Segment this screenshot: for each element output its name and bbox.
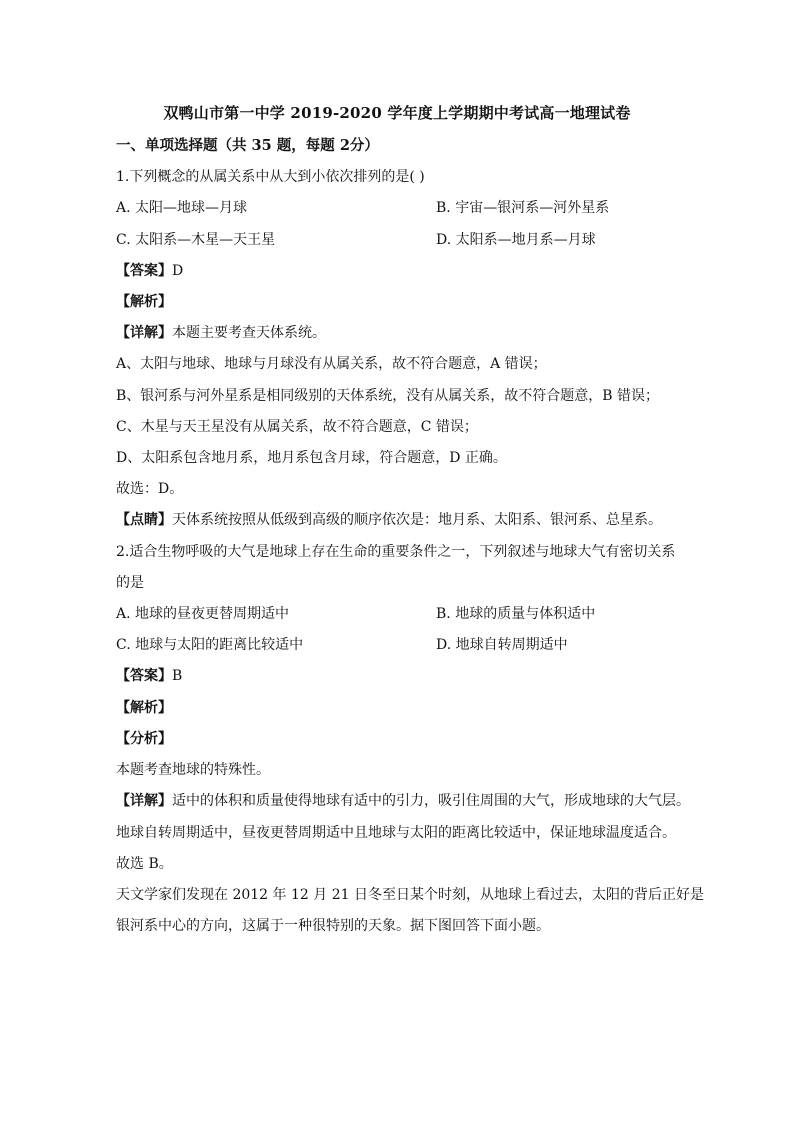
- q2-option-a: A. 地球的昼夜更替周期适中: [116, 606, 290, 622]
- answer-value: D: [172, 263, 184, 279]
- answer-tag: 【答案】: [116, 263, 172, 279]
- q1-option-d: D. 太阳系—地月系—月球: [436, 232, 596, 248]
- q2-answer: [116, 665, 182, 685]
- passage-line1: 天文学家们发现在 2012 年 12 月 21 日冬至日某个时刻，从地球上看过去，太阳的背后正好是: [116, 887, 704, 903]
- q1-analysis-tag: 【解析】: [116, 294, 172, 310]
- point-tag: 【点睛】: [116, 512, 172, 528]
- q2-option-d: D. 地球自转周期适中: [436, 637, 568, 653]
- q1-option-c: C. 太阳系—木星—天王星: [116, 232, 276, 248]
- passage-line2: 银河系中心的方向，这属于一种很特别的天象。据下图回答下面小题。: [116, 918, 550, 934]
- q1-option-a: A. 太阳—地球—月球: [116, 200, 248, 216]
- q1-line-b: B、银河系与河外星系是相同级别的天体系统，没有从属关系，故不符合题意，B 错误；: [116, 388, 660, 404]
- section-heading: 一、单项选择题（共 35 题，每题 2分）: [116, 137, 379, 154]
- q2-option-b: B. 地球的质量与体积适中: [436, 606, 596, 622]
- q1-choice: 故选：D。: [116, 481, 184, 497]
- q1-line-d: D、太阳系包含地月系，地月系包含月球，符合题意，D 正确。: [116, 450, 507, 466]
- answer-tag: 【答案】: [116, 668, 172, 684]
- detail-tag: 【详解】: [116, 325, 172, 341]
- q2-option-c: C. 地球与太阳的距离比较适中: [116, 637, 304, 653]
- q2-detail: [116, 790, 690, 810]
- detail-text: 适中的体积和质量使得地球有适中的引力，吸引住周围的大气，形成地球的大气层。: [172, 793, 690, 809]
- page-title: 双鸭山市第一中学 2019-2020 学年度上学期期中考试高一地理试卷: [163, 104, 631, 122]
- q1-option-b: B. 宇宙—银河系—河外星系: [436, 200, 610, 216]
- q2-analysis-tag: 【解析】: [116, 700, 172, 716]
- q1-point: [116, 509, 662, 529]
- q1-detail: [116, 322, 326, 342]
- q2-fenxi-tag: 【分析】: [116, 731, 172, 747]
- answer-value: B: [172, 668, 183, 684]
- q1-line-c: C、木星与天王星没有从属关系，故不符合题意，C 错误；: [116, 419, 478, 435]
- detail-tag: 【详解】: [116, 793, 172, 809]
- q2-stem-line1: 2.适合生物呼吸的大气是地球上存在生命的重要条件之一，下列叙述与地球大气有密切关系: [116, 544, 676, 560]
- q1-answer: [116, 260, 183, 280]
- q1-line-a: A、太阳与地球、地球与月球没有从属关系，故不符合题意，A 错误；: [116, 356, 547, 372]
- point-text: 天体系统按照从低级到高级的顺序依次是：地月系、太阳系、银河系、总星系。: [172, 512, 662, 528]
- q1-stem: 1.下列概念的从属关系中从大到小依次排列的是( ): [116, 169, 425, 185]
- detail-text: 本题主要考查天体系统。: [172, 325, 326, 341]
- q2-fenxi: 本题考查地球的特殊性。: [116, 762, 270, 778]
- q2-detail2: 地球自转周期适中，昼夜更替周期适中且地球与太阳的距离比较适中，保证地球温度适合。: [116, 825, 676, 841]
- q2-choice: 故选 B。: [116, 856, 173, 872]
- q2-stem-line2: 的是: [116, 575, 144, 591]
